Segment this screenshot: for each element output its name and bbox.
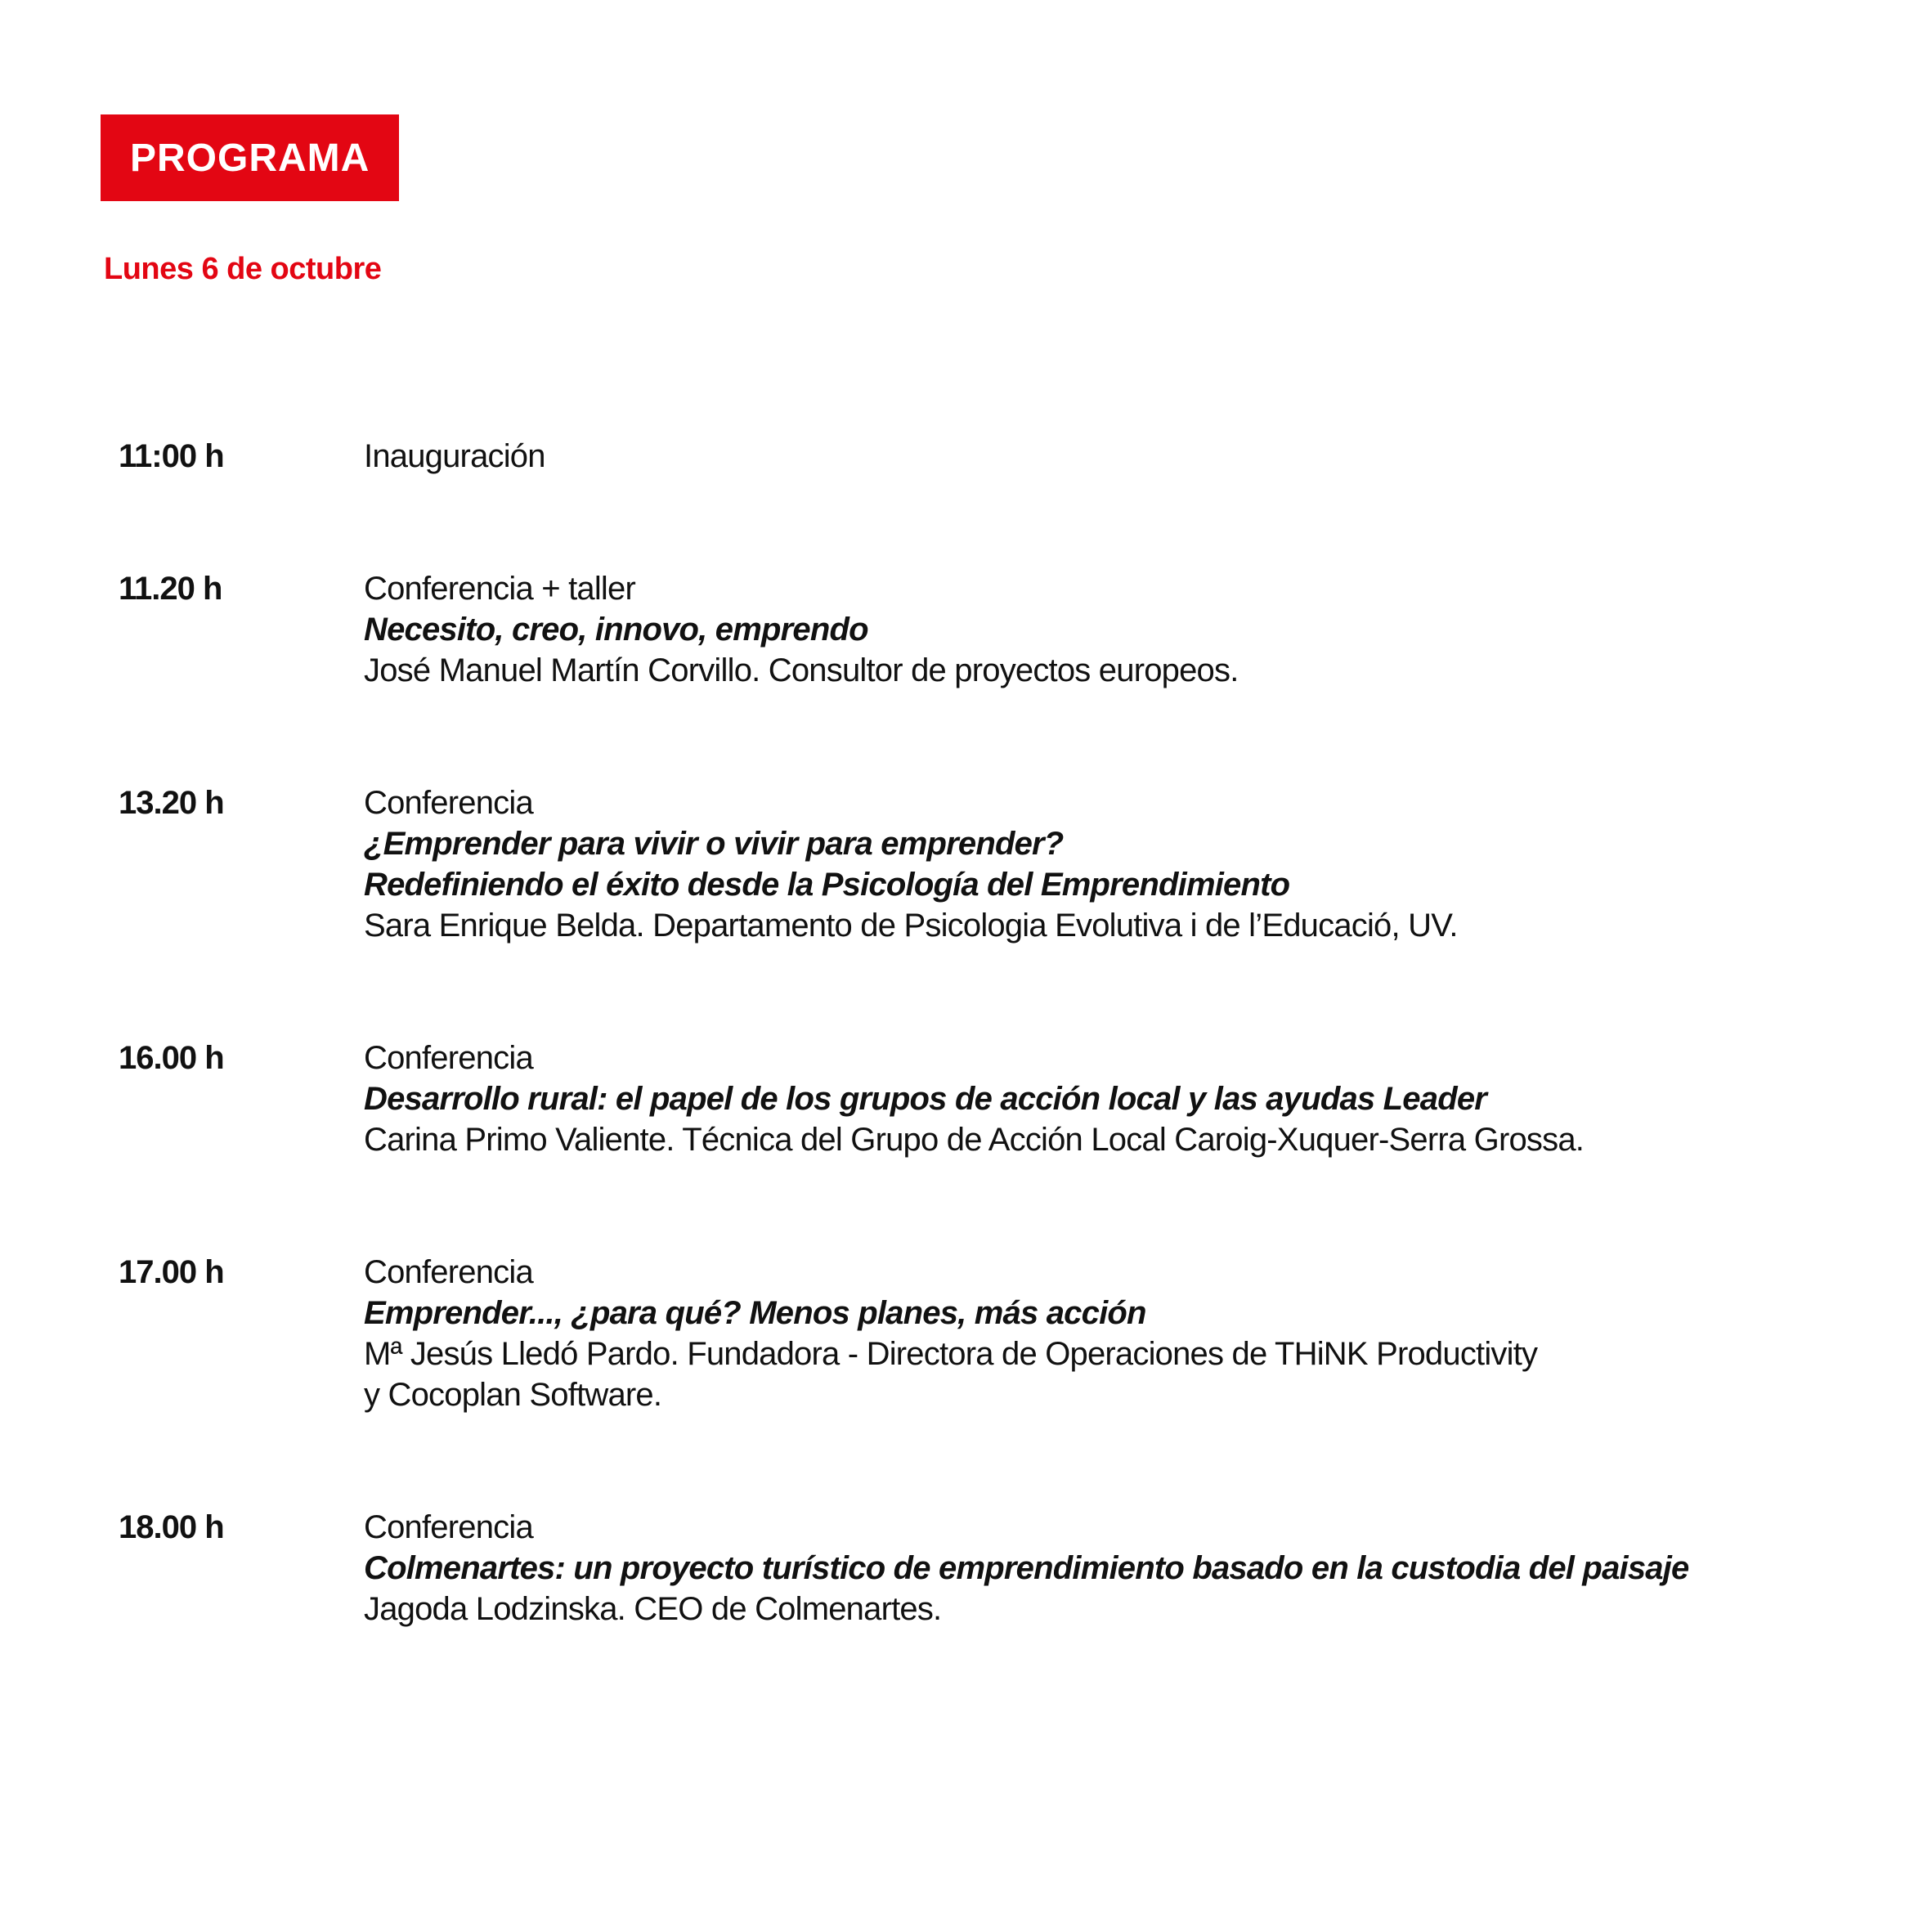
- session-title-line: Desarrollo rural: el papel de los grupos de acción local y las ayudas Leader: [364, 1081, 1487, 1117]
- speaker-line: y Cocoplan Software.: [364, 1377, 662, 1413]
- schedule-row: [119, 1507, 1932, 1629]
- schedule-row: [119, 568, 1932, 691]
- schedule-row: [119, 436, 1932, 477]
- time-label: 18.00 h: [119, 1509, 224, 1545]
- speaker-line: Sara Enrique Belda. Departamento de Psicologia Evolutiva i de l’Educació, UV.: [364, 908, 1458, 944]
- time-label: 11.20 h: [119, 571, 222, 607]
- session-type-line: Conferencia: [364, 1040, 533, 1076]
- time-label: 11:00 h: [119, 438, 224, 474]
- session-title-line: ¿Emprender para vivir o vivir para emprender?: [364, 826, 1064, 862]
- session-type-line: Conferencia: [364, 785, 533, 821]
- session-type-line: Conferencia: [364, 1509, 533, 1545]
- speaker-line: José Manuel Martín Corvillo. Consultor de proyectos europeos.: [364, 652, 1239, 688]
- session-type-line: Conferencia + taller: [364, 571, 635, 607]
- schedule: [119, 436, 1932, 1629]
- schedule-row: [119, 782, 1932, 946]
- session-lines: [364, 436, 1932, 477]
- session-lines: [364, 1507, 1932, 1629]
- session-title-line: Necesito, creo, innovo, emprendo: [364, 612, 868, 648]
- session-type-line: Conferencia: [364, 1254, 533, 1290]
- speaker-line: Carina Primo Valiente. Técnica del Grupo de Acción Local Caroig-Xuquer-Serra Grossa.: [364, 1122, 1585, 1158]
- time-label: 17.00 h: [119, 1254, 224, 1290]
- session-title-line: Redefiniendo el éxito desde la Psicología del Emprendimiento: [364, 867, 1290, 903]
- session-lines: [364, 568, 1932, 691]
- time-label: 13.20 h: [119, 785, 224, 821]
- schedule-row: [119, 1038, 1932, 1160]
- session-lines: [364, 1252, 1932, 1415]
- session-lines: [364, 782, 1932, 946]
- speaker-line: Jagoda Lodzinska. CEO de Colmenartes.: [364, 1591, 942, 1627]
- time-label: 16.00 h: [119, 1040, 224, 1076]
- speaker-line: Mª Jesús Lledó Pardo. Fundadora - Directora de Operaciones de THiNK Productivity: [364, 1336, 1538, 1372]
- session-title-line: Colmenartes: un proyecto turístico de emprendimiento basado en la custodia del paisaje: [364, 1550, 1689, 1586]
- date-heading: Lunes 6 de octubre: [104, 252, 382, 286]
- session-title-line: Emprender..., ¿para qué? Menos planes, más acción: [364, 1295, 1146, 1331]
- schedule-row: [119, 1252, 1932, 1415]
- programa-badge: PROGRAMA: [101, 114, 399, 201]
- session-lines: [364, 1038, 1932, 1160]
- session-line: Inauguración: [364, 438, 545, 474]
